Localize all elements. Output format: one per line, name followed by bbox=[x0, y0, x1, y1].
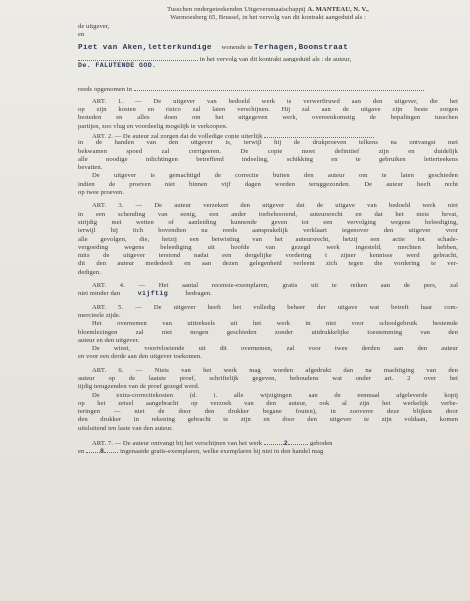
author-name-typed: Piet van Aken,letterkundige bbox=[78, 44, 212, 53]
party-line-2: in het vervolg van dit kontrakt aangeduid als : de auteur, bbox=[78, 54, 458, 62]
book-title-typed: De. FALUTENDE GOD. bbox=[78, 62, 157, 70]
bound-copies-typed: 2 bbox=[283, 440, 289, 447]
header-line-3: de uitgever, bbox=[78, 22, 110, 30]
party-line-1: Piet van Aken,letterkundige wonende te Terhagen,Boomstraat bbox=[78, 44, 349, 53]
party-line-3 bbox=[78, 62, 458, 72]
author-residence-typed: Terhagen,Boomstraat bbox=[253, 44, 349, 53]
article-7: ART. 7. — De auteur ontvangt bij het verschijnen van het werk 2 geboden en 8 ingenaaide gratis-exemplaren, welke exemplaren hij niet in den handel mag bbox=[78, 440, 333, 455]
article-6: ART. 6. — Niets van het werk mag worden afgedrukt dan na machtiging van den auteur op de laatste proef, schriftelijk gegeven, behoudens wat onder art. 2 over het tijdig terugzenden van de proef gezegd werd. De extra-correctiekosten (d. i. alle wijzigingen aan de eenmaal afgeleverde kopij op het zetsel aangebracht op verzoek van den auteur, ook al zijn het werkelijk verbe- teringen — niet de door den drukker begane fouten), in zooverre deze blijken door den drukker in rekening gebracht te zijn en door den uitgever te zijn voldaan, komen uitsluitend ten laste van den auteur. bbox=[78, 366, 458, 432]
header-line-2: Warmoesberg 65, Brussel, in het vervolg van dit kontrakt aangeduid als : bbox=[170, 14, 366, 22]
stitched-copies-typed: 8 bbox=[100, 448, 105, 455]
article-1: ART. 1. — De uitgever van bedoeld werk is verwerftruwd aan den uitgever, die het op zijn kosten en risico zal laten verschijnen. Hij zal aan de uitgave zijn beste zorgen besteden en alles doen om het uitgegeven werk, overeenkomstig de bepalingen tusschen partijen, zoo vlug en voordeelig mogelijk te verkoopen. bbox=[78, 97, 458, 130]
header-line-4: en bbox=[78, 30, 85, 38]
review-copies-typed: vijftig bbox=[122, 290, 184, 298]
article-3: ART. 3. — De auteur verzekert den uitgever dat de uitgave van bedoeld werk niet in een schending van eenig, een ander toebehoorend, auteursrecht en dat het niets bevat, strijdig met wetten of aanleiding kunnende geven tot een vervolging wegens beleediging, terwijl hij tich bovendien na reeds aansprakelijk verklaart tegenover den uitgever voor alle gevolgen, die, hetzij een betwisting van het auteursrecht, hetzij een actie tot schade- vergoeding wegens beleediging uit hoofde van gezegd werk ingesteld, mochten hebben, mits de uitgever terstond nadat een dergelijke vordering t zijner kennisse werd gebracht, dit den auteur mededeelt en aan dezen gelegenheid verleent zich tegen die vordering te ver- dedigen. bbox=[78, 202, 458, 276]
article-4: ART. 4. — Het aantal recensie-exemplaren, gratis uit te reiken aan de pers, zal niet minder dan vijftig bedragen. bbox=[78, 282, 458, 299]
publisher-name: A. MANTEAU, N. V., bbox=[307, 6, 369, 13]
contract-text bbox=[78, 6, 458, 455]
article-2: ART. 2. — De auteur zal zorgen dat de volledige copie uiterlijk in de handen van den uitgever is, terwijl hij de drukproeven telkens na ontvangst met bekwamen spoed zal corrigeeren. De copie moet definitief zijn en duidelijk alle noodige inlichtingen betreffend indeeling, schikking en te gebruiken letterteekens bevatten. De uitgever is gemachtigd de correctie buiten den auteur om te laten geschieden indien de proeven niet binnen vijf dagen worden teruggezonden. De auteur heeft recht op twee proeven. bbox=[78, 132, 458, 197]
reeds-line: reeds opgenomen in bbox=[78, 84, 458, 92]
article-5: ART. 5. — De uitgever heeft het volledig beheer der uitgave wat betreft haar com- mercieele zijde. Het overnemen van uittreksels uit het werk in niet voor schoolgebruik bestemde bloemlezingen zal niet mogen geschieden zonder uitdrukkelijke toestemming van den auteur en den uitgever. De winst, voortvloeiende uit dit overnemen, zal voor twee derden aan den auteur en voor een derde aan den uitgever toekomen. bbox=[78, 303, 458, 361]
header-line-1: Tusschen ondergeteekenden Uitgeversmaatschappij A. MANTEAU, N. V., bbox=[167, 6, 369, 13]
